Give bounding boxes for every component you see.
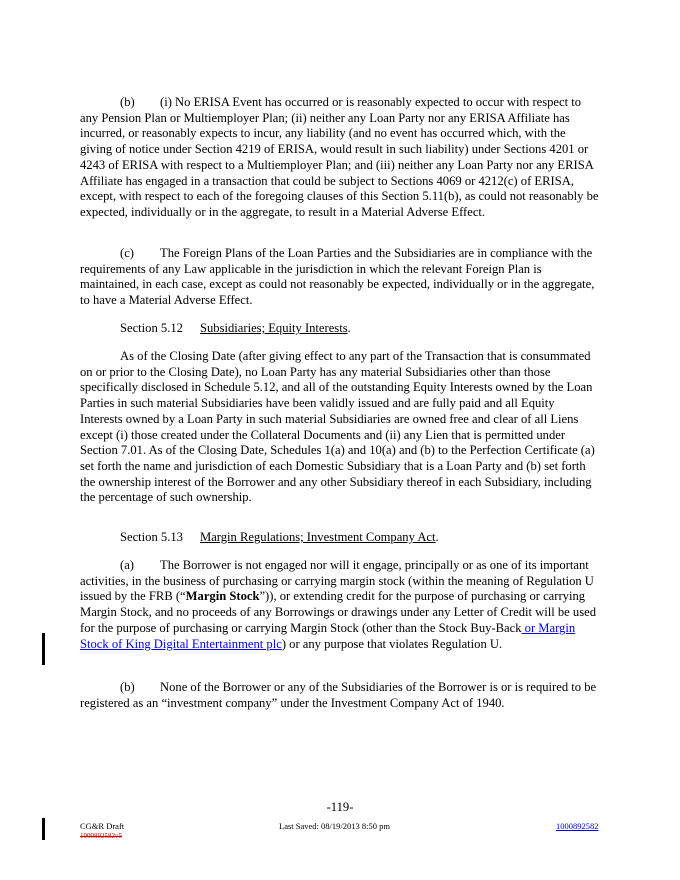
section-number: Section 5.12 — [120, 321, 183, 335]
section-title: Margin Regulations; Investment Company Act — [200, 530, 436, 544]
paragraph-text: (i) No ERISA Event has occurred or is reasonably expected to occur with respect to any Pension Plan or Multiemployer Plan; (ii) neither any Loan Party nor any ERISA Affiliate has incurred, or reasonably expects to incur, any liability (and no event has occurred which, with the giving of notice under Section 4219 of ERISA, would result in such liability) under Sections 4201 or 4243 of ERISA with respect to a Multiemployer Plan; and (iii) neither any Loan Party nor any ERISA Affiliate has engaged in a transaction that could be subject to Sections 4069 or 4212(c) of ERISA, except, with respect to each of the foregoing clauses of this Section 5.11(b), as could not reasonably be expected, individually or in the aggregate, to result in a Material Adverse Effect. — [80, 95, 599, 219]
section-title-period: . — [347, 321, 351, 335]
paragraph-text: The Foreign Plans of the Loan Parties and the Subsidiaries are in compliance with the requirements of any Law applicable in the jurisdiction in which the relevant Foreign Plan is maintained, in each case, except as could not reasonably be expected, individually or in the aggregate, to have a Material Adverse Effect. — [80, 246, 595, 308]
footer-change-bar — [42, 818, 45, 840]
paragraph-text: As of the Closing Date (after giving effect to any part of the Transaction that is consummated on or prior to the Closing Date), no Loan Party has any material Subsidiaries other than those specifically disclosed in Schedule 5.12, and all of the outstanding Equity Interests owned by the Loan Parties in such material Subsidiaries have been validly issued and are fully paid and all Equity Interests owned by a Loan Party in such material Subsidiaries are owned free and clear of all Liens except (i) those created under the Collateral Documents and (ii) any Lien that is permitted under Section 7.01. As of the Closing Date, Schedules 1(a) and 10(a) and (b) to the Perfection Certificate (a) set forth the name and jurisdiction of each Domestic Subsidiary that is a Loan Party and (b) set forth the ownership interest of the Borrower and any other Subsidiary thereof in each Subsidiary, including the percentage of such ownership. — [80, 349, 595, 505]
clause-label: (a) — [120, 558, 134, 572]
paragraph-5-13-a — [80, 558, 600, 652]
page-number: -119- — [326, 800, 354, 814]
doc-id-link[interactable]: 1000892582 — [556, 821, 599, 831]
section-5-12-heading — [120, 321, 351, 337]
footer-draft — [80, 821, 124, 840]
section-number: Section 5.13 — [120, 530, 183, 544]
section-title: Subsidiaries; Equity Interests — [200, 321, 348, 335]
change-bar — [42, 633, 45, 665]
paragraph-5-13-b — [80, 680, 600, 711]
clause-label: (b) — [120, 680, 135, 694]
paragraph-text: None of the Borrower or any of the Subsidiaries of the Borrower is or is required to be registered as an “investment company” under the Investment Company Act of 1940. — [80, 680, 597, 710]
draft-label: CG&R Draft — [80, 821, 125, 831]
section-5-13-heading — [120, 530, 439, 546]
footer-doc-id[interactable] — [556, 821, 599, 831]
paragraph-text: ) or any purpose that violates Regulation U. — [281, 636, 503, 651]
defined-term: Margin Stock — [185, 589, 260, 604]
section-5-12-body — [80, 349, 600, 506]
deleted-doc-id: 1000892582v5 — [80, 832, 122, 840]
clause-label: (c) — [120, 246, 134, 260]
inserted-text-link[interactable]: or Margin Stock of King Digital Entertainment plc — [80, 620, 576, 651]
paragraph-text: ”)), or extending credit for the purpose of purchasing or carrying Margin Stock, and no proceeds of any Borrowings or drawings under any Letter of Credit will be used for the purpose of purchasing or carrying Margin Stock (other than the Stock Buy-Back — [80, 589, 596, 635]
paragraph-5-11-b — [80, 95, 600, 221]
paragraph-text: The Borrower is not engaged nor will it engage, principally or as one of its important activities, in the business of purchasing or carrying margin stock (within the meaning of Regulation U issued by the FRB (“ — [80, 558, 594, 604]
footer-last-saved: Last Saved: 08/19/2013 8:50 pm — [279, 821, 390, 831]
clause-label: (b) — [120, 95, 135, 109]
paragraph-5-11-c — [80, 246, 600, 309]
section-title-period: . — [435, 530, 439, 544]
